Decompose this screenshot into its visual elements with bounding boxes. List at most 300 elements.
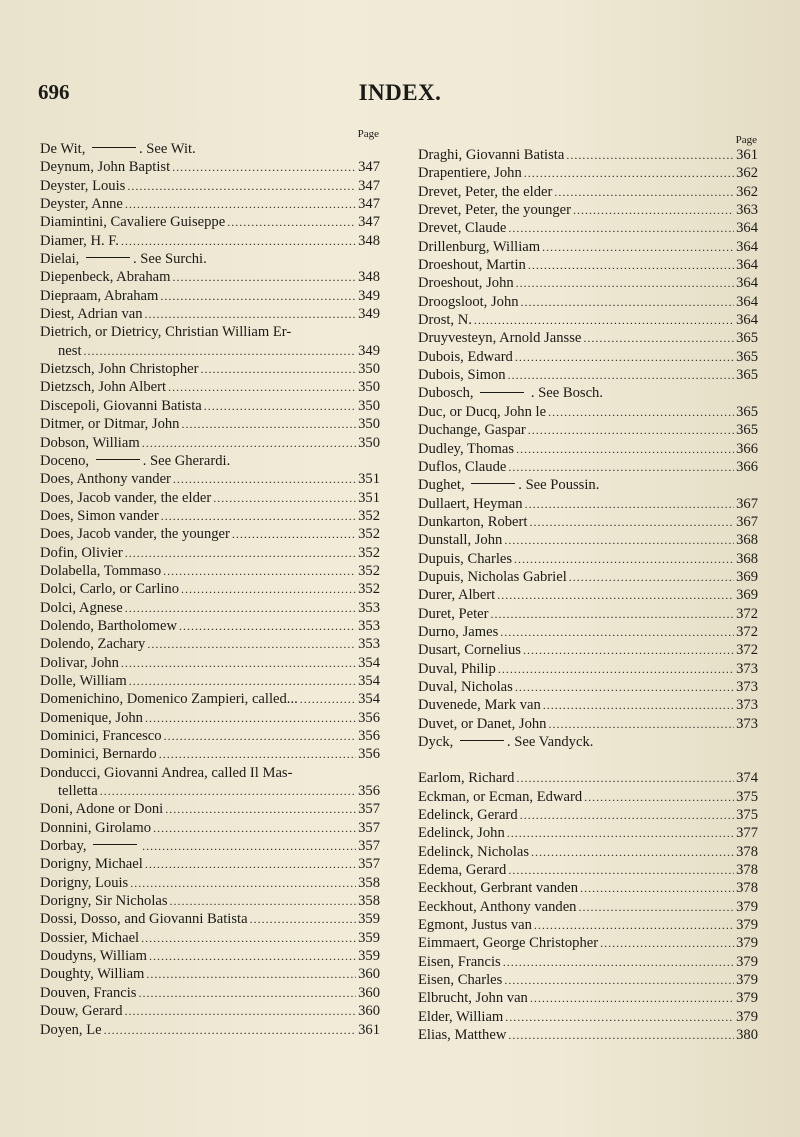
index-entry: [40, 177, 380, 195]
entry-name: Dossi, Dosso, and Giovanni Batista: [40, 911, 248, 928]
entry-page: 347: [358, 196, 380, 213]
page-header: [0, 80, 800, 120]
dot-leader: [100, 782, 356, 800]
entry-page: 356: [358, 728, 380, 744]
index-entry: [418, 458, 758, 476]
entry-page: 379: [736, 917, 758, 934]
entry-name: Douw, Gerard: [40, 1003, 123, 1020]
entry-page: 360: [358, 966, 380, 983]
entry-name: Dupuis, Charles: [418, 550, 513, 567]
entry-name: Durno, James: [418, 623, 499, 640]
entry-name: Elias, Matthew: [418, 1027, 507, 1044]
entry-page: 364: [736, 312, 758, 329]
index-entry: [418, 788, 758, 806]
dot-leader: [521, 293, 735, 311]
index-entry: [40, 140, 380, 158]
index-entry: [40, 947, 380, 965]
entry-name: Draghi, Giovanni Batista: [418, 147, 565, 163]
index-entry: [418, 164, 758, 182]
index-entry: [40, 360, 380, 378]
entry-page: 365: [736, 367, 758, 384]
index-entry: [40, 1002, 380, 1020]
entry-name: Durer, Albert: [418, 587, 496, 604]
index-entry: [418, 256, 758, 274]
entry-page: 356: [358, 783, 380, 800]
index-entry: [418, 989, 758, 1007]
index-entry: [418, 219, 758, 237]
dot-leader: [200, 360, 356, 378]
dot-leader: [153, 819, 356, 837]
entry-page: 379: [736, 898, 758, 915]
dot-leader: [503, 953, 734, 971]
entry-page: 349: [358, 287, 380, 304]
index-entry: [40, 984, 380, 1002]
entry-name-continued: telletta: [58, 783, 98, 800]
index-entry: [40, 965, 380, 983]
entry-page: 350: [358, 434, 380, 451]
index-entry: [40, 819, 380, 837]
entry-name: Dullaert, Heyman: [418, 495, 523, 512]
index-entry: [40, 800, 380, 818]
dot-leader: [524, 164, 734, 182]
entry-name: Drost, N.: [418, 312, 472, 329]
entry-page: 364: [736, 220, 758, 237]
index-entry: [418, 183, 758, 201]
dot-leader: [573, 201, 734, 219]
index-entry: [40, 672, 380, 690]
blank-name-rule: [93, 844, 137, 845]
dot-leader: [500, 623, 734, 641]
dot-leader: [181, 580, 356, 598]
entry-page: 363: [736, 202, 758, 219]
entry-page: 354: [358, 691, 380, 708]
entry-page: 347: [358, 214, 380, 231]
entry-page: 350: [358, 379, 380, 396]
entry-page: 377: [736, 825, 758, 842]
entry-name: Duval, Philip: [418, 660, 496, 677]
dot-leader: [164, 727, 357, 745]
entry-page: 373: [736, 660, 758, 677]
dot-leader: [531, 843, 734, 861]
blank-name-rule: [92, 147, 136, 148]
index-entry: [418, 495, 758, 513]
index-entry: [418, 715, 758, 733]
entry-page: 364: [736, 257, 758, 274]
entry-page: 360: [358, 1003, 380, 1020]
dot-leader: [160, 287, 356, 305]
entry-name: Duvenede, Mark van: [418, 697, 541, 714]
entry-page: 378: [736, 862, 758, 879]
dot-leader: [508, 1026, 734, 1044]
entry-page: 362: [736, 165, 758, 182]
index-entry: [40, 654, 380, 672]
dot-leader: [566, 146, 734, 164]
index-entry: [40, 452, 380, 470]
dot-leader: [300, 690, 356, 708]
entry-name: Edelinck, Gerard: [418, 807, 518, 824]
entry-name: Earlom, Richard: [418, 770, 515, 787]
dot-leader: [578, 898, 734, 916]
entry-name: Dolci, Carlo, or Carlino: [40, 581, 180, 598]
entry-page: 378: [736, 843, 758, 860]
entry-name: Dietzsch, John Albert: [40, 379, 167, 396]
blank-name-rule: [86, 257, 130, 258]
index-entry: [418, 733, 758, 751]
dot-leader: [170, 892, 357, 910]
index-entry: [418, 660, 758, 678]
dot-leader: [168, 378, 356, 396]
entry-page: 365: [736, 330, 758, 347]
index-column-right: [418, 134, 758, 1045]
entry-page: 352: [358, 544, 380, 561]
dot-leader: [491, 605, 735, 623]
entry-name: Dubosch, . See Bosch.: [418, 385, 603, 402]
entry-name: Doyen, Le: [40, 1021, 102, 1038]
entry-page: 353: [358, 599, 380, 616]
index-entry: [40, 635, 380, 653]
dot-leader: [172, 158, 356, 176]
dot-leader: [181, 415, 356, 433]
index-entry: [40, 250, 380, 268]
page-number: 696: [38, 80, 70, 104]
dot-leader: [520, 806, 734, 824]
entry-name: Dolabella, Tommaso: [40, 562, 162, 579]
dot-leader: [172, 268, 356, 286]
dot-leader: [548, 715, 734, 733]
index-entry: [40, 268, 380, 286]
entry-page: 349: [358, 306, 380, 323]
entry-list-e: [418, 769, 758, 1044]
dot-leader: [204, 397, 356, 415]
index-entry: [40, 434, 380, 452]
index-entry: [418, 274, 758, 292]
entry-name: Domenichino, Domenico Zampieri, called...: [40, 691, 298, 708]
blank-name-rule: [460, 740, 504, 741]
entry-page: 373: [736, 715, 758, 732]
dot-leader: [232, 525, 356, 543]
dot-leader: [534, 916, 734, 934]
entry-page: 373: [736, 697, 758, 714]
index-entry: [418, 623, 758, 641]
entry-page: 357: [358, 856, 380, 873]
entry-name: Diamer, H. F.: [40, 232, 119, 249]
entry-page: 375: [736, 788, 758, 805]
index-entry: [418, 678, 758, 696]
dot-leader: [548, 403, 734, 421]
index-entry: [418, 916, 758, 934]
entry-page: 372: [736, 642, 758, 659]
index-entry: [40, 507, 380, 525]
index-entry: [40, 580, 380, 598]
entry-page: 365: [736, 403, 758, 420]
dot-leader: [159, 745, 356, 763]
entry-name: Dubois, Simon: [418, 367, 506, 384]
entry-page: 359: [358, 929, 380, 946]
entry-page: 354: [358, 672, 380, 689]
entry-page: 369: [736, 587, 758, 604]
entry-page: 366: [736, 440, 758, 457]
entry-page: 367: [736, 495, 758, 512]
dot-leader: [145, 855, 356, 873]
entry-page: 358: [358, 874, 380, 891]
entry-name: Dupuis, Nicholas Gabriel: [418, 568, 567, 585]
entry-name: Dietzsch, John Christopher: [40, 361, 199, 378]
entry-name: Diamintini, Cavaliere Guiseppe: [40, 214, 226, 231]
entry-page: 366: [736, 458, 758, 475]
dot-leader: [528, 256, 734, 274]
entry-page: 379: [736, 1008, 758, 1025]
dot-leader: [543, 696, 734, 714]
entry-page: 379: [736, 990, 758, 1007]
entry-page: 348: [358, 232, 380, 249]
index-entry: [418, 586, 758, 604]
index-entry: [40, 195, 380, 213]
entry-name: Drillenburg, William: [418, 238, 541, 255]
entry-page: 364: [736, 293, 758, 310]
index-entry: [40, 562, 380, 580]
entry-name: Dolendo, Zachary: [40, 636, 146, 653]
entry-name: Diepenbeck, Abraham: [40, 269, 171, 286]
entry-page: 379: [736, 972, 758, 989]
entry-page: 357: [358, 838, 380, 855]
entry-name: Duc, or Ducq, John le: [418, 403, 547, 420]
index-entry: [418, 605, 758, 623]
index-entry: [418, 238, 758, 256]
entry-page: 360: [358, 984, 380, 1001]
index-entry: [40, 745, 380, 763]
dot-leader: [515, 678, 734, 696]
entry-name: Doudyns, William: [40, 948, 147, 965]
dot-leader: [127, 177, 356, 195]
entry-name: Deyster, Louis: [40, 177, 126, 194]
entry-name: Eeckhout, Gerbrant vanden: [418, 880, 579, 897]
index-entry: [40, 910, 380, 928]
index-entry: [418, 769, 758, 787]
entry-name: Edema, Gerard: [418, 862, 507, 879]
entry-page: 359: [358, 948, 380, 965]
entry-page: 351: [358, 489, 380, 506]
entry-page: 352: [358, 581, 380, 598]
dot-leader: [179, 617, 356, 635]
entry-page: 356: [358, 709, 380, 726]
dot-leader: [514, 550, 734, 568]
index-entry: [40, 544, 380, 562]
entry-name: Diest, Adrian van: [40, 306, 143, 323]
index-entry: [418, 329, 758, 347]
entry-name: Elder, William: [418, 1008, 504, 1025]
dot-leader: [583, 329, 734, 347]
index-entry: [418, 843, 758, 861]
entry-page: 379: [736, 953, 758, 970]
index-entry: [418, 311, 758, 329]
dot-leader: [145, 709, 356, 727]
blank-name-rule: [480, 392, 524, 393]
entry-page: 352: [358, 526, 380, 543]
index-column-left: [40, 128, 380, 1039]
entry-page: 358: [358, 893, 380, 910]
dot-leader: [173, 470, 356, 488]
entry-name: Drevet, Claude: [418, 220, 507, 237]
entry-page: 380: [736, 1027, 758, 1044]
dot-leader: [104, 1021, 357, 1039]
dot-leader: [516, 274, 734, 292]
dot-leader: [165, 800, 356, 818]
dot-leader: [580, 879, 734, 897]
dot-leader: [504, 971, 734, 989]
dot-leader: [125, 1002, 357, 1020]
dot-leader: [508, 366, 735, 384]
entry-name: Does, Jacob vander, the younger: [40, 526, 230, 543]
entry-page: 364: [736, 238, 758, 255]
entry-name: Dolendo, Bartholomew: [40, 617, 177, 634]
dot-leader: [146, 965, 356, 983]
dot-leader: [497, 586, 734, 604]
entry-page: 357: [358, 819, 380, 836]
entry-page: 356: [358, 746, 380, 763]
section-gap: [418, 751, 758, 769]
dot-leader: [508, 861, 734, 879]
index-entry: [40, 323, 380, 360]
dot-leader: [138, 984, 356, 1002]
dot-leader: [474, 311, 734, 329]
entry-name: Donnini, Girolamo: [40, 819, 152, 836]
dot-leader: [250, 910, 357, 928]
index-entry: [418, 1026, 758, 1044]
index-entry: [40, 929, 380, 947]
index-entry: [40, 287, 380, 305]
index-entry: [418, 568, 758, 586]
entry-page: 364: [736, 275, 758, 292]
index-entry: [418, 898, 758, 916]
entry-name: Dorigny, Michael: [40, 856, 143, 873]
entry-page: 347: [358, 177, 380, 194]
entry-name: Dunkarton, Robert: [418, 513, 528, 530]
entry-name: De Wit, . See Wit.: [40, 141, 196, 157]
blank-name-rule: [471, 483, 515, 484]
entry-page: 354: [358, 654, 380, 671]
entry-page: 349: [358, 342, 380, 359]
entry-page: 347: [358, 159, 380, 176]
dot-leader: [516, 769, 734, 787]
index-entry: [40, 855, 380, 873]
dot-leader: [227, 213, 356, 231]
dot-leader: [145, 305, 357, 323]
dot-leader: [161, 507, 356, 525]
entry-name: Dolci, Agnese: [40, 599, 123, 616]
dot-leader: [163, 562, 356, 580]
index-entry: [40, 892, 380, 910]
index-entry: [40, 489, 380, 507]
index-entry: [40, 617, 380, 635]
dot-leader: [525, 495, 735, 513]
dot-leader: [129, 672, 356, 690]
dot-leader: [142, 837, 356, 855]
index-entry: [40, 158, 380, 176]
entry-name: Drevet, Peter, the younger: [418, 202, 571, 219]
index-entry: [40, 1021, 380, 1039]
dot-leader: [142, 434, 356, 452]
index-entry: [418, 293, 758, 311]
entry-name: Does, Anthony vander: [40, 471, 171, 488]
dot-leader: [147, 635, 356, 653]
dot-leader: [213, 489, 356, 507]
index-entry: [40, 690, 380, 708]
entry-page: 369: [736, 568, 758, 585]
entry-name: Edelinck, Nicholas: [418, 843, 530, 860]
entry-name: Eisen, Charles: [418, 972, 503, 989]
index-entry: [418, 348, 758, 366]
entry-name: Ditmer, or Ditmar, John: [40, 416, 180, 433]
entry-name: Dielai, . See Surchi.: [40, 251, 207, 268]
entry-name: Doceno, . See Gherardi.: [40, 452, 231, 469]
entry-name-continued: nest: [58, 342, 82, 359]
entry-page: 350: [358, 416, 380, 433]
entry-page: 359: [358, 911, 380, 928]
entry-name: Drapentiere, John: [418, 165, 522, 182]
blank-name-rule: [96, 459, 140, 460]
entry-page: 352: [358, 562, 380, 579]
entry-name: Douven, Francis: [40, 984, 137, 1001]
entry-name: Dubois, Edward: [418, 348, 513, 365]
dot-leader: [508, 458, 734, 476]
index-entry: [418, 440, 758, 458]
dot-leader: [515, 348, 734, 366]
entry-page: 367: [736, 513, 758, 530]
index-entry: [418, 861, 758, 879]
index-entry: [40, 397, 380, 415]
index-entry: [418, 550, 758, 568]
entry-page: 350: [358, 361, 380, 378]
dot-leader: [504, 531, 734, 549]
dot-leader: [498, 660, 734, 678]
index-entry: [418, 403, 758, 421]
entry-name: Egmont, Justus van: [418, 917, 532, 934]
index-entry: [40, 727, 380, 745]
entry-page: 353: [358, 636, 380, 653]
entry-name: Domenique, John: [40, 709, 143, 726]
entry-name: Duvet, or Danet, John: [418, 715, 547, 732]
entry-name: Dunstall, John: [418, 532, 503, 549]
dot-leader: [523, 641, 734, 659]
dot-leader: [529, 513, 734, 531]
index-entry: [40, 837, 380, 855]
entry-page: 374: [736, 770, 758, 787]
dot-leader: [125, 544, 356, 562]
dot-leader: [84, 342, 357, 360]
entry-name: Dobson, William: [40, 434, 140, 451]
entry-name: Donducci, Giovanni Andrea, called Il Mas-: [40, 764, 293, 781]
index-entry: [418, 953, 758, 971]
entry-name: Dolle, William: [40, 672, 127, 689]
entry-name: Duval, Nicholas: [418, 678, 513, 695]
entry-page: 352: [358, 507, 380, 524]
entry-page: 365: [736, 422, 758, 439]
index-entry: [418, 384, 758, 402]
running-title: INDEX.: [358, 80, 442, 105]
entry-name: Dofin, Olivier: [40, 544, 123, 561]
entry-name: Eimmaert, George Christopher: [418, 935, 599, 952]
dot-leader: [125, 195, 356, 213]
dot-leader: [508, 219, 734, 237]
index-entry: [418, 146, 758, 164]
dot-leader: [600, 934, 734, 952]
entry-page: 362: [736, 183, 758, 200]
entry-name: Duret, Peter: [418, 605, 489, 622]
dot-leader: [554, 183, 734, 201]
dot-leader: [584, 788, 734, 806]
entry-name: Does, Simon vander: [40, 507, 159, 524]
entry-name: Duchange, Gaspar: [418, 422, 526, 439]
